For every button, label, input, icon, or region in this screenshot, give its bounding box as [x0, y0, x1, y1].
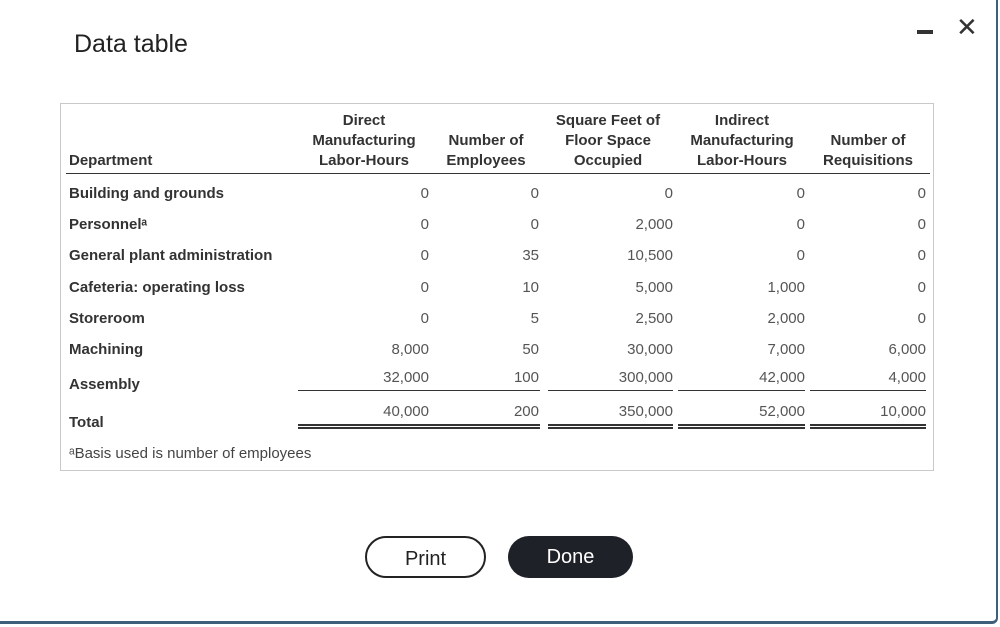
subtotal-rule — [810, 390, 926, 391]
dialog-title: Data table — [74, 30, 188, 58]
table-cell: 2,000 — [635, 216, 673, 233]
table-cell: 0 — [796, 216, 805, 233]
table-cell: 0 — [796, 185, 805, 202]
table-cell: 5 — [530, 310, 539, 327]
table-cell: 10 — [522, 279, 539, 296]
row-label: Cafeteria: operating loss — [69, 279, 245, 296]
table-cell: 42,000 — [759, 369, 805, 386]
table-cell: 1,000 — [767, 279, 805, 296]
table-cell: 10,500 — [627, 247, 673, 264]
column-header — [788, 131, 948, 171]
subtotal-rule — [548, 390, 673, 391]
print-button[interactable]: Print — [365, 536, 486, 578]
table-cell: 0 — [530, 216, 539, 233]
table-cell: 35 — [522, 247, 539, 264]
table-cell: 0 — [917, 247, 926, 264]
column-header-line: Number of — [448, 132, 524, 149]
column-header-line: Number of — [830, 132, 906, 149]
done-button[interactable]: Done — [508, 536, 633, 578]
total-cell: 200 — [513, 403, 539, 420]
table-cell: 30,000 — [627, 341, 673, 358]
table-cell: 2,000 — [767, 310, 805, 327]
table-cell: 0 — [796, 247, 805, 264]
table-cell: 0 — [917, 279, 926, 296]
table-cell: 0 — [420, 310, 429, 327]
subtotal-rule — [430, 390, 540, 391]
row-label: General plant administration — [69, 247, 273, 264]
footnote: ᵃBasis used is number of employees — [69, 445, 312, 462]
table-cell: 32,000 — [383, 369, 429, 386]
column-header-line: Requisitions — [822, 152, 913, 169]
department-header: Department — [69, 152, 153, 169]
close-icon[interactable]: ✕ — [956, 12, 978, 42]
header-rule — [66, 173, 930, 174]
total-double-rule — [298, 424, 430, 429]
table-cell: 0 — [420, 247, 429, 264]
table-cell: 0 — [420, 185, 429, 202]
table-cell: 6,000 — [888, 341, 926, 358]
column-header-line: Floor Space — [565, 132, 651, 149]
column-header-line: Indirect — [714, 112, 770, 129]
row-label: Machining — [69, 341, 144, 358]
column-header-line: Manufacturing — [690, 132, 794, 149]
table-cell: 50 — [522, 341, 539, 358]
row-label: Building and grounds — [69, 185, 224, 202]
table-cell: 5,000 — [635, 279, 673, 296]
total-double-rule — [548, 424, 673, 429]
total-cell: 40,000 — [383, 403, 429, 420]
total-label: Total — [69, 414, 104, 431]
table-cell: 0 — [420, 279, 429, 296]
column-header-line: Manufacturing — [312, 132, 416, 149]
column-header-line: Employees — [446, 152, 526, 169]
table-cell: 0 — [664, 185, 673, 202]
row-label: Assembly — [69, 376, 140, 393]
table-cell: 0 — [917, 310, 926, 327]
total-double-rule — [430, 424, 540, 429]
table-cell: 300,000 — [618, 369, 673, 386]
subtotal-rule — [298, 390, 430, 391]
row-label: Personnelᵃ — [69, 216, 148, 233]
total-cell: 52,000 — [759, 403, 805, 420]
table-cell: 7,000 — [767, 341, 805, 358]
column-header-line: Occupied — [573, 152, 643, 169]
table-cell: 2,500 — [635, 310, 673, 327]
table-cell: 0 — [420, 216, 429, 233]
total-cell: 10,000 — [880, 403, 926, 420]
total-double-rule — [678, 424, 805, 429]
table-cell: 4,000 — [888, 369, 926, 386]
row-label: Storeroom — [69, 310, 145, 327]
total-cell: 350,000 — [618, 403, 673, 420]
table-cell: 100 — [513, 369, 539, 386]
column-header-line: Square Feet of — [555, 112, 661, 129]
table-cell: 0 — [917, 216, 926, 233]
column-header-line: Labor-Hours — [319, 152, 409, 169]
table-cell: 8,000 — [391, 341, 429, 358]
data-table — [60, 103, 934, 471]
table-cell: 0 — [917, 185, 926, 202]
table-cell: 0 — [530, 185, 539, 202]
total-double-rule — [810, 424, 926, 429]
subtotal-rule — [678, 390, 805, 391]
minimize-icon[interactable] — [917, 14, 933, 34]
column-header-line: Labor-Hours — [697, 152, 787, 169]
column-header-line: Direct — [342, 112, 386, 129]
